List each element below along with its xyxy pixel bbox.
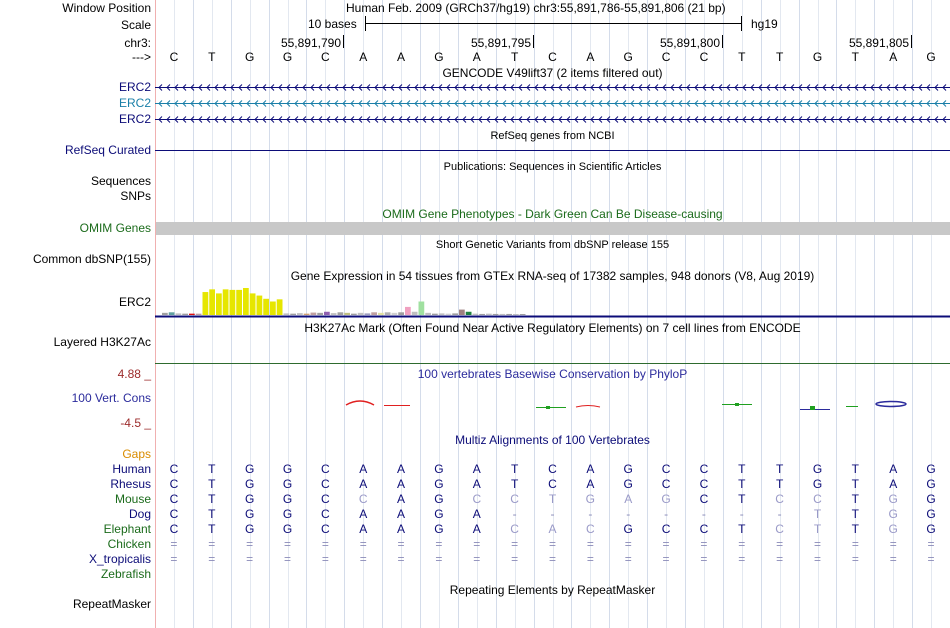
- alignment-base: A: [397, 492, 406, 506]
- alignment-base: T: [510, 477, 519, 491]
- alignment-base: C: [321, 492, 330, 506]
- strand-label: --->: [132, 50, 151, 64]
- dbsnp-track-title[interactable]: Short Genetic Variants from dbSNP release 155: [435, 239, 670, 251]
- alignment-base: G: [282, 477, 293, 491]
- alignment-base: -: [626, 507, 631, 521]
- alignment-base: C: [169, 462, 179, 476]
- position-label: 55,891,800: [659, 36, 720, 50]
- alignment-base: -: [739, 507, 744, 521]
- alignment-base: -: [777, 507, 782, 521]
- reference-base: T: [510, 50, 519, 64]
- alignment-base: C: [510, 522, 519, 536]
- alignment-base: T: [851, 492, 860, 506]
- alignment-base: C: [699, 477, 709, 491]
- alignment-base: G: [888, 522, 898, 536]
- alignment-base: T: [548, 492, 557, 506]
- alignment-base: G: [244, 507, 255, 521]
- alignment-base: T: [813, 507, 822, 521]
- alignment-base: T: [851, 507, 860, 521]
- alignment-base: =: [397, 537, 405, 551]
- alignment-base: =: [927, 537, 935, 551]
- alignment-base: =: [624, 552, 632, 566]
- reference-base: C: [321, 50, 330, 64]
- phylop-label[interactable]: 100 Vert. Cons: [71, 391, 151, 405]
- alignment-base: C: [586, 522, 595, 536]
- alignment-base: T: [208, 522, 216, 536]
- alignment-base: =: [359, 552, 367, 566]
- alignment-base: T: [738, 477, 746, 491]
- alignment-base: =: [283, 537, 291, 551]
- alignment-base: A: [397, 477, 406, 491]
- alignment-base: C: [169, 477, 179, 491]
- alignment-base: G: [888, 492, 898, 506]
- reference-base: T: [738, 50, 746, 64]
- alignment-base: A: [472, 507, 481, 521]
- alignment-base: T: [738, 462, 746, 476]
- alignment-base: C: [472, 492, 482, 506]
- alignment-base: C: [321, 462, 330, 476]
- reference-base: G: [244, 50, 255, 64]
- scale-label: Scale: [120, 18, 151, 32]
- alignment-base: C: [169, 507, 179, 521]
- alignment-base: A: [472, 462, 481, 476]
- reference-base: A: [586, 50, 595, 64]
- alignment-base: =: [776, 537, 784, 551]
- phylop-max-label: 4.88 _: [117, 367, 151, 381]
- alignment-base: -: [664, 507, 669, 521]
- alignment-base: C: [358, 492, 368, 506]
- omim-label[interactable]: OMIM Genes: [79, 221, 151, 235]
- reference-base: C: [169, 50, 179, 64]
- alignment-base: C: [699, 462, 709, 476]
- alignment-base: T: [851, 522, 860, 536]
- alignment-base: G: [623, 522, 633, 536]
- alignment-base: -: [550, 507, 555, 521]
- gencode-track-title[interactable]: GENCODE V49lift37 (2 items filtered out): [442, 66, 663, 80]
- multiz-track-title[interactable]: Multiz Alignments of 100 Vertebrates: [455, 433, 650, 447]
- alignment-base: =: [208, 537, 216, 551]
- alignment-base: T: [510, 462, 519, 476]
- alignment-base: =: [511, 537, 519, 551]
- alignment-base: G: [926, 492, 936, 506]
- reference-base: C: [548, 50, 557, 64]
- reference-base: G: [434, 50, 444, 64]
- phylop-track-title[interactable]: 100 vertebrates Basewise Conservation by PhyloP: [417, 367, 688, 381]
- alignment-base: C: [661, 522, 671, 536]
- alignment-base: G: [282, 507, 293, 521]
- alignment-base: C: [775, 492, 784, 506]
- multiz-species-mouse[interactable]: Mouse: [114, 492, 151, 506]
- alignment-base: A: [397, 462, 406, 476]
- alignment-base: T: [208, 492, 216, 506]
- window-position-value: Human Feb. 2009 (GRCh37/hg19) chr3:55,891,786-55,891,806 (21 bp): [346, 1, 726, 15]
- reference-base: G: [623, 50, 633, 64]
- refseq-track-title[interactable]: RefSeq genes from NCBI: [490, 130, 615, 142]
- alignment-base: C: [661, 462, 671, 476]
- alignment-base: =: [586, 552, 594, 566]
- alignment-base: A: [472, 477, 481, 491]
- alignment-base: T: [775, 477, 784, 491]
- multiz-species-rhesus[interactable]: Rhesus: [110, 477, 151, 491]
- alignment-base: -: [512, 507, 517, 521]
- alignment-base: =: [548, 537, 556, 551]
- alignment-base: G: [585, 492, 596, 506]
- alignment-base: -: [588, 507, 593, 521]
- alignment-base: =: [776, 552, 784, 566]
- phylop-min-label: -4.5 _: [120, 416, 151, 430]
- alignment-base: A: [359, 477, 368, 491]
- gencode-item-label-3[interactable]: ERC2: [118, 112, 151, 126]
- alignment-base: A: [359, 462, 368, 476]
- h3k27ac-label[interactable]: Layered H3K27Ac: [53, 335, 151, 349]
- alignment-base: =: [738, 537, 746, 551]
- alignment-base: C: [548, 462, 557, 476]
- alignment-base: =: [246, 537, 254, 551]
- multiz-species-zebrafish[interactable]: Zebrafish: [100, 567, 151, 581]
- reference-base: A: [472, 50, 481, 64]
- multiz-species-dog[interactable]: Dog: [128, 507, 151, 521]
- alignment-base: T: [738, 522, 746, 536]
- alignment-base: T: [851, 462, 860, 476]
- scale-text: 10 bases: [308, 17, 357, 31]
- alignment-base: A: [397, 522, 406, 536]
- alignment-base: G: [282, 522, 293, 536]
- h3k27ac-track-title[interactable]: H3K27Ac Mark (Often Found Near Active Regulatory Elements) on 7 cell lines from ENCODE: [304, 321, 801, 335]
- reference-base: G: [282, 50, 293, 64]
- alignment-base: C: [661, 477, 671, 491]
- dbsnp-label[interactable]: Common dbSNP(155): [32, 252, 151, 266]
- alignment-base: C: [169, 522, 179, 536]
- assembly-name: hg19: [751, 17, 778, 31]
- alignment-base: C: [699, 492, 709, 506]
- alignment-base: =: [662, 552, 670, 566]
- alignment-base: T: [208, 507, 216, 521]
- alignment-base: G: [282, 462, 293, 476]
- alignment-base: =: [435, 552, 443, 566]
- gtex-label[interactable]: ERC2: [118, 295, 151, 309]
- alignment-base: =: [851, 537, 859, 551]
- alignment-base: =: [473, 537, 481, 551]
- alignment-base: A: [586, 462, 595, 476]
- alignment-base: =: [321, 552, 329, 566]
- alignment-base: A: [397, 507, 406, 521]
- alignment-base: G: [434, 522, 444, 536]
- alignment-base: C: [321, 522, 330, 536]
- alignment-base: =: [889, 537, 897, 551]
- alignment-base: =: [927, 552, 935, 566]
- reference-base: T: [775, 50, 784, 64]
- refseq-label[interactable]: RefSeq Curated: [64, 143, 151, 157]
- alignment-base: T: [208, 477, 216, 491]
- alignment-base: C: [321, 507, 330, 521]
- alignment-base: C: [548, 477, 557, 491]
- multiz-gaps-label: Gaps: [122, 447, 151, 461]
- alignment-base: =: [246, 552, 254, 566]
- reference-base: G: [812, 50, 823, 64]
- position-label: 55,891,790: [280, 36, 341, 50]
- alignment-base: =: [586, 537, 594, 551]
- alignment-base: =: [208, 552, 216, 566]
- alignment-base: G: [434, 462, 444, 476]
- repeatmasker-label[interactable]: RepeatMasker: [72, 597, 151, 611]
- reference-base: A: [359, 50, 368, 64]
- alignment-base: C: [813, 492, 822, 506]
- alignment-base: =: [738, 552, 746, 566]
- omim-track-title[interactable]: OMIM Gene Phenotypes - Dark Green Can Be Disease-causing: [382, 207, 723, 221]
- alignment-base: G: [282, 492, 293, 506]
- alignment-base: G: [434, 492, 444, 506]
- alignment-base: G: [812, 462, 823, 476]
- alignment-base: G: [661, 492, 671, 506]
- alignment-base: G: [244, 462, 255, 476]
- alignment-base: -: [701, 507, 706, 521]
- alignment-base: G: [926, 507, 936, 521]
- repeatmasker-track-title[interactable]: Repeating Elements by RepeatMasker: [449, 583, 656, 597]
- position-label: 55,891,805: [848, 36, 909, 50]
- alignment-base: =: [813, 537, 821, 551]
- alignment-base: =: [170, 537, 178, 551]
- alignment-base: G: [926, 462, 936, 476]
- reference-base: A: [889, 50, 898, 64]
- alignment-base: G: [926, 477, 936, 491]
- alignment-base: T: [851, 477, 860, 491]
- alignment-base: A: [359, 522, 368, 536]
- alignment-base: C: [510, 492, 519, 506]
- alignment-base: C: [321, 477, 330, 491]
- publications-track-title[interactable]: Publications: Sequences in Scientific Articles: [443, 161, 662, 173]
- alignment-base: G: [926, 522, 936, 536]
- alignment-base: G: [434, 507, 444, 521]
- alignment-base: G: [888, 507, 898, 521]
- position-label: 55,891,795: [470, 36, 531, 50]
- alignment-base: G: [244, 492, 255, 506]
- gencode-item-label-1[interactable]: ERC2: [118, 80, 151, 94]
- alignment-base: C: [775, 522, 784, 536]
- multiz-species-chicken[interactable]: Chicken: [107, 537, 151, 551]
- alignment-base: =: [813, 552, 821, 566]
- alignment-base: A: [889, 462, 898, 476]
- alignment-base: =: [359, 537, 367, 551]
- alignment-base: G: [623, 477, 633, 491]
- alignment-base: G: [244, 522, 255, 536]
- alignment-base: A: [624, 492, 633, 506]
- gencode-item-label-2[interactable]: ERC2: [118, 96, 151, 110]
- multiz-species-xtropicalis[interactable]: X_tropicalis: [88, 552, 151, 566]
- alignment-base: A: [889, 477, 898, 491]
- chrom-label: chr3:: [124, 36, 151, 50]
- alignment-base: G: [623, 462, 633, 476]
- alignment-base: T: [208, 462, 216, 476]
- alignment-base: A: [586, 477, 595, 491]
- alignment-base: =: [511, 552, 519, 566]
- alignment-base: A: [548, 522, 557, 536]
- alignment-base: A: [472, 522, 481, 536]
- alignment-base: =: [283, 552, 291, 566]
- alignment-base: T: [738, 492, 746, 506]
- alignment-base: =: [624, 537, 632, 551]
- reference-base: C: [661, 50, 671, 64]
- alignment-base: A: [359, 507, 368, 521]
- alignment-base: =: [397, 552, 405, 566]
- alignment-base: =: [851, 552, 859, 566]
- reference-base: T: [851, 50, 860, 64]
- alignment-base: C: [169, 492, 179, 506]
- multiz-species-human[interactable]: Human: [112, 462, 151, 476]
- alignment-base: =: [170, 552, 178, 566]
- alignment-base: =: [548, 552, 556, 566]
- alignment-base: =: [889, 552, 897, 566]
- alignment-base: =: [321, 537, 329, 551]
- reference-base: G: [926, 50, 936, 64]
- alignment-base: =: [473, 552, 481, 566]
- alignment-base: =: [435, 537, 443, 551]
- reference-base: A: [397, 50, 406, 64]
- alignment-base: =: [700, 537, 708, 551]
- publications-sequences-label[interactable]: Sequences: [90, 174, 151, 188]
- reference-base: T: [208, 50, 216, 64]
- window-position-label: Window Position: [62, 1, 151, 15]
- alignment-base: T: [813, 522, 822, 536]
- reference-base: C: [699, 50, 709, 64]
- gtex-track-title[interactable]: Gene Expression in 54 tissues from GTEx RNA-seq of 17382 samples, 948 donors (V8, Aug 2019): [290, 269, 815, 283]
- alignment-base: T: [775, 462, 784, 476]
- alignment-base: G: [244, 477, 255, 491]
- publications-snps-label[interactable]: SNPs: [120, 189, 151, 203]
- multiz-species-elephant[interactable]: Elephant: [103, 522, 151, 536]
- alignment-base: G: [434, 477, 444, 491]
- alignment-base: =: [662, 537, 670, 551]
- alignment-base: C: [699, 522, 709, 536]
- alignment-base: =: [700, 552, 708, 566]
- alignment-base: G: [812, 477, 823, 491]
